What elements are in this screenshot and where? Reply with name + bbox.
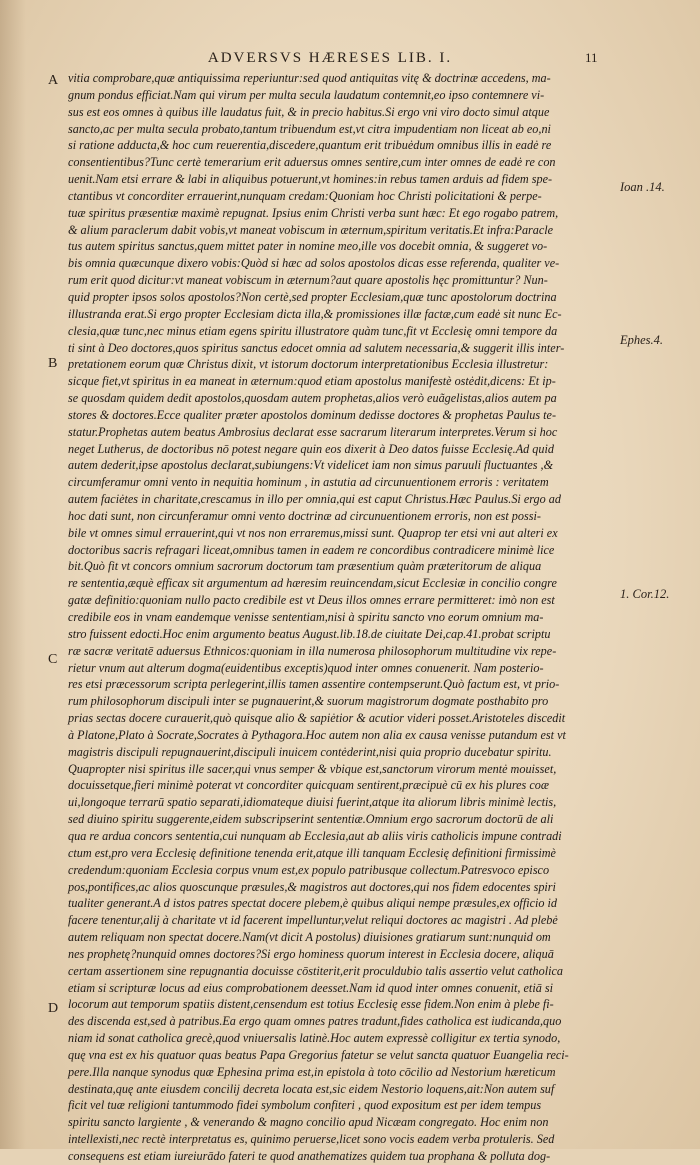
text-line: re sententia,æquè efficax sit argumentum ad hæresim reuincendam,sicut Ecclesiæ in concilio congre [68,576,557,591]
text-line: bile vt omnes simul errauerint,qui vt nos non erraremus,missi sunt. Quaprop ter etsi vni aut alteri ex [68,525,558,540]
text-line: vitia comprobare,quæ antiquissima reperiuntur:sed quod antiquitas vitę & doctrinæ accedens, ma- [68,71,551,85]
text-line: ræ sacræ veritatē aduersus Ethnicos:quoniam in illa numerosa philosophorum multitudine vix repe- [68,643,557,658]
text-line: quid propter ipsos solos apostolos?Non certè,sed propter Ecclesiam,quæ tunc apostolorum doctrina [68,289,557,304]
text-line: ficit vel tuæ religioni tantummodo fidei symbolum confiteri , quod expositum est per idem tempus [68,1098,542,1113]
text-line: se quosdam quidem dedit apostolos,quosdam autem prophetas,alios verò euãgelistas,alios autem pa [68,391,557,406]
section-letter-d: D [48,1001,59,1016]
text-line: autem faciėtes in charitate,crescamus in illo per omnia,qui est caput Christus.Hæc Paulus.Si ergo ad [68,492,561,507]
section-letter-b: B [48,356,58,371]
text-line: quę vna est ex his quatuor quas beatus Papa Gregorius fatetur se velut sancta quatuor Euangelia reci- [68,1047,569,1062]
text-line: bis omnia quæcunque dixero vobis:Quòd si hæc ad solos apostolos dicas esse referenda, qualiter ve- [68,256,560,271]
text-line: neget Lutherus, de doctoribus nō potest negare quin eos dixerit à Deo datos fuisse Ecclesię.Ad quid [68,441,554,456]
text-line: sicque fiet,vt spiritus in ea maneat in æternum:quod etiam apostolus manifestè ostėdit,dicens: Et ip- [68,374,556,389]
text-line: sed diuino spiritu suggerente,eidem subscripserint sententiæ.Omnium ergo sacrorum doctorū de ali [68,812,554,827]
text-line: niam id sonat catholica grecè,quod vniuersalis latinè.Hoc autem expressè colligitur ex tertia synodo, [68,1031,561,1046]
marginal-note-cor: 1. Cor.12. [620,587,670,601]
text-line: pretationem eorum quæ Christus dixit, vt istorum doctorum interpretationibus Ecclesia illustretur: [68,357,549,372]
text-line: autem reliquam non spectat docere.Nam(vt dicit A postolus) diuisiones gratiarum sunt:nunquid om [68,930,551,945]
text-line: uenit.Nam etsi errare & labi in aliquibus potuerunt,vt homines:in rebus tamen arduis ad fidem spe- [68,172,553,187]
text-line: ui,longoque terrarū spatio separati,idiomateque diuisi fuerint,atque ita aliorum libris minimè lectis, [68,795,557,810]
text-line: qua re ardua concors sententia,cui nunquam ab Ecclesia,aut ab aliis viris catholicis impune contradi [68,828,562,843]
text-line: magistris discipuli repugnauerint,discipuli inuicem contėderint,nisi quia proprio ducebatur spiritu. [68,744,552,759]
text-line: & alium paraclerum dabit vobis,vt maneat vobiscum in æternum,spiritum veritatis.Et infra:Paracle [68,222,554,237]
text-line: ctum est,pro vera Ecclesię definitione tenenda erit,atque illi tanquam Ecclesię definitioni firmissimè [68,845,556,860]
text-line: docuissetque,fieri minimè poterat vt concorditer quicquam sentirent,præcipuè cū ex his plures coæ [68,778,549,793]
text-line: hoc dati sunt, non circunferamur omni vento doctrinæ ad circunuentionem erroris, non est possi- [68,508,541,523]
section-letter-a: A [48,73,59,88]
text-line: à Platone,Plato à Socrate,Socrates à Pythagora.Hoc autem non alia ex causa venisse putandum est vt [68,727,566,742]
text-line: consentientibus?Tunc certè temerarium erit aduersus omnes sentire,cum inter omnes de eadė re con [68,155,556,170]
text-line: pos,pontifices,ac alios quoscunque præsules,& magistros aut doctores,qui nos fidem edocentes spiri [68,879,556,894]
text-line: tuæ spiritus præsentiæ maximè repugnat. Ipsius enim Christi verba sunt hæc: Et ego rogabo patrem, [68,205,559,220]
marginal-note-ioan: Ioan .14. [620,180,665,194]
text-line: des discenda est,sed à patribus.Ea ergo quam omnes patres tradunt,fides catholica est iudicanda,quo [68,1014,562,1029]
text-line: credibile eos in vnam eandemque venisse sententiam,nisi à spiritu sancto vno eorum omnium ma- [68,610,544,624]
text-line: bit.Quò fit vt concors omnium sacrorum doctorum tam præsentium quàm præteritorum de aliqua [68,559,542,574]
text-line: circumferamur omni vento in nequitia hominum , in astutia ad circunuentionem erroris : veritatem [68,475,549,490]
section-letter-c: C [48,652,58,667]
text-line: nes prophetę?nunquid omnes doctores?Si ergo hominess quorum interest in Ecclesia docere, aliquā [68,946,554,961]
text-line: certam assertionem sine repugnantia docuisse cōstiterit,erit proculdubio talis assertio velut catholica [68,963,564,978]
running-head: ADVERSVS HÆRESES LIB. I. [207,50,453,66]
text-line: res etsi præcessorum scripta perlegerint,illis tamen assentire contempserunt.Quò factum est, vt prio- [68,677,560,692]
text-line: si ratione adducta,& hoc cum reuerentia,discedere,quantum erit tribuėdum omnibus illis in eadė re [68,138,552,153]
body-text [68,70,590,1165]
text-line: ti sint à Deo doctores,quos spiritus sanctus edocet omnia ad salutem necessaria,& suggerit illis inter- [68,340,565,355]
text-line: rum erit quod dicitur:vt maneat vobiscum in æternum?aut quare apostolis hęc promittuntur? Nun- [68,273,548,288]
text-line: statur.Prophetas autem beatus Ambrosius declarat esse sacrarum literarum interpretes.Verum si hoc [68,424,558,439]
text-line: stores & doctores.Ecce qualiter præter apostolos dominum dedisse doctores & prophetas Paulus te- [68,407,557,422]
text-line: tus autem spiritus sanctus,quem mittet pater in nomine meo,ille vos docebit omnia, & suggeret vo- [68,239,548,254]
page-number: 11 [585,50,598,65]
text-line: intellexisti,nec rectè interpretatus es, quinimo peruerse,licet sono vocis eadem verba protuleris. Sed [68,1132,555,1147]
text-line: locorum aut temporum spatiis distent,censendum est totius Ecclesię esse fidem.Non enim à plebe fi- [68,997,554,1012]
text-line: doctoribus sacris refragari liceat,omnibus tamen in eadem re concordibus contradicere minimè lice [68,542,555,557]
text-line: stro fuissent edocti.Hoc enim argumento beatus August.lib.18.de ciuitate Dei,cap.41.probat scriptu [68,626,551,641]
text-line: rum philosophorum discipuli inter se pugnauerint,& suorum magistrorum dogmate posthabito pro [68,694,549,709]
text-line: gatæ definitio:quoniam nullo pacto credibile est vt Deus illos omnes errare permitteret: imò non est [68,593,555,608]
text-line: credendum:quoniam Ecclesia corpus vnum est,ex populo patribusque collectum.Patresvoco episco [68,862,550,877]
text-line: Quapropter nisi spiritus ille sacer,qui vnus semper & vbique est,sanctorum virorum mentė mouisset, [68,761,557,776]
text-line: autem dederit,ipse apostolus declarat,subiungens:Vt videlicet iam non simus paruuli fluctuantes ,& [68,458,554,473]
text-line: sus est eos omnes à quibus ille laudatus fuit, & in precio habitus.Si ergo vni viro docto simul atque [68,104,550,119]
text-line: tualiter generant.A d istos patres spectat docere plebem,è quibus aliqui nempe præsules,ex officio id [68,896,558,911]
text-line: sancto,ac per multa secula probato,tantum tribuendum est,vt citra impudentiam non liceat ab eo,ni [68,121,551,136]
text-line: spiritu sancto largiente , & venerando & magno concilio apud Nicæam congregato. Hoc enim non [68,1115,549,1130]
text-line: prias sectas docere curauerit,quò quisque alio & sapiėtior & acutior videri posset.Aristoteles discedit [68,711,566,726]
marginal-note-ephes: Ephes.4. [620,333,664,347]
text-line: gnum pondus efficiat.Nam qui virum per multa secula laudatum contemnit,eo ipso contemnere vi- [68,87,545,102]
text-line: etiam si scripturæ locus ad eius comprobationem deesset.Nam id quod inter omnes conuenit, etiā si [68,980,553,995]
text-line: facere tenentur,alij à charitate vt id facerent impelluntur,velut reliqui doctores ac magistri . Ad plebė [68,913,558,928]
text-line: ctantibus vt concorditer errauerint,nunquam credam:Quoniam hoc Christi policitationi & perpe- [68,188,542,203]
page-edge-shadow [0,0,26,1149]
text-line: pere.Illa nanque synodus quæ Ephesina prima est,in epistola à toto cōcilio ad Nestorium hæreticum [68,1064,556,1079]
text-line: clesia,quæ tunc,nec minus etiam egens spiritu illustratore quàm tunc,fit vt Ecclesię omni tempore da [68,323,558,338]
text-line: destinata,quę ante eiusdem concilij decreta locata est,sic eidem Nestorio loquens,ait:Non autem suf [68,1081,555,1096]
text-line: consequens est etiam iureiurādo fateri te quod anathematizes quidem tua prophana & polluta dog- [68,1149,551,1163]
text-line: rietur vnum aut alterum dogma(euidentibus exceptis)quod inter omnes conuenerit. Nam posterio- [68,660,544,675]
text-line: illustranda erat.Si ergo propter Ecclesiam dicta illa,& promissiones illæ factæ,cum eadė sit nunc Ec- [68,306,562,321]
